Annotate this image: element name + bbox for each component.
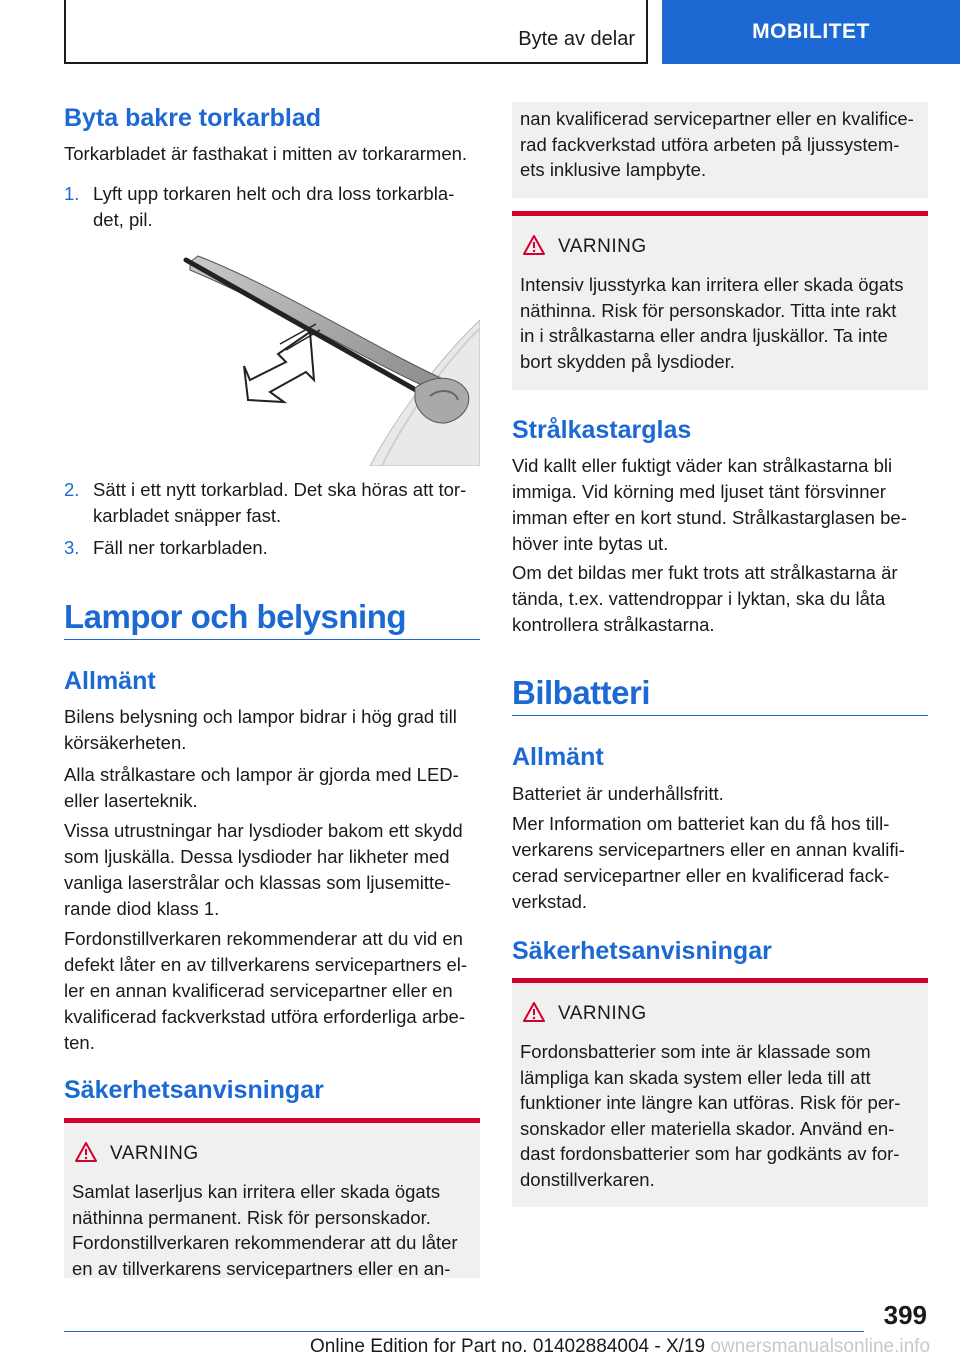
warning-triangle-icon — [74, 1141, 98, 1163]
battery-general-heading: Allmänt — [512, 743, 604, 771]
chapter-rule — [64, 639, 480, 640]
wiper-blade-illustration — [160, 248, 480, 466]
warning-box — [64, 1118, 480, 1278]
warning-text: Fordonsbatterier som inte är klassade som lämpliga kan skada system eller leda till att funktioner inte längre kan utföras. Risk för per- sonskador eller materiella skador. Använd en- dast fordonsbatterier som har godkänts av for- donstillverkaren. — [520, 1041, 901, 1190]
wiper-heading: Byta bakre torkarblad — [64, 104, 322, 132]
warning-triangle-icon — [522, 1001, 546, 1023]
warning-label: VARNING — [558, 1003, 647, 1024]
warning-text: Samlat laserljus kan irritera eller skada ögats näthinna permanent. Risk för personskador. Fordonstillverkaren rekommenderar att du låter en av tillverkarens servicepartners eller en an- — [72, 1181, 458, 1279]
step-text: Lyft upp torkaren helt och dra loss torkarbla- det, pil. — [93, 183, 455, 230]
step-text: Fäll ner torkarbladen. — [93, 537, 268, 558]
paragraph: Batteriet är underhållsfritt. — [512, 783, 724, 804]
step-number: 3. — [64, 537, 80, 558]
paragraph: Vid kallt eller fuktigt väder kan strålkastarna bli immiga. Vid körning med ljuset tänt försvinner imman efter en kort stund. Strålkastarglasen be- höver inte bytas ut. — [512, 455, 907, 554]
warning-label: VARNING — [558, 236, 647, 257]
footer-edition — [310, 1336, 930, 1358]
step-text: Sätt i ett nytt torkarblad. Det ska höras att tor- karbladet snäpper fast. — [93, 479, 467, 526]
step-number: 1. — [64, 183, 80, 204]
footer-rule — [64, 1331, 864, 1332]
warning-text: nan kvalificerad servicepartner eller en kvalifice- rad fackverkstad utföra arbeten på ljussystem- ets inklusive lampbyte. — [520, 108, 914, 180]
step-number: 2. — [64, 479, 80, 500]
edition-text: Online Edition for Part no. 01402884004 - X/19 — [310, 1336, 706, 1357]
wiper-intro: Torkarbladet är fasthakat i mitten av torkararmen. — [64, 143, 468, 164]
chapter-rule — [512, 715, 928, 716]
section-title: Byte av delar — [518, 28, 635, 50]
warning-label: VARNING — [110, 1143, 199, 1164]
warning-text: Intensiv ljusstyrka kan irritera eller skada ögats näthinna. Risk för personskador. Titta inte rakt in i strålkastarna eller andra ljuskällor. Ta inte bort skydden på lysdioder. — [520, 274, 904, 372]
warning-continuation — [512, 102, 928, 198]
warning-triangle-icon — [522, 234, 546, 256]
arrow-icon — [244, 324, 320, 402]
safety-heading: Säkerhetsanvisningar — [64, 1076, 324, 1104]
warning-box — [512, 978, 928, 1207]
warning-box — [512, 211, 928, 390]
general-heading: Allmänt — [64, 667, 156, 695]
paragraph: Mer Information om batteriet kan du få hos till- verkarens servicepartners eller en annan kvalifi- cerad servicepartner eller en kvalificerad fack- verkstad. — [512, 813, 905, 912]
paragraph: Om det bildas mer fukt trots att strålkastarna är tända, t.ex. vattendroppar i lyktan, ska du låta kontrollera strålkastarna. — [512, 562, 898, 635]
paragraph: Fordonstillverkaren rekommenderar att du vid en defekt låter en av tillverkarens servicepartners el- ler en annan kvalificerad servicepartner eller en kvalificerad fackverkstad utföra erforderliga arbe- ten. — [64, 928, 468, 1053]
lamps-chapter-heading: Lampor och belysning — [64, 598, 407, 635]
watermark-text: ownersmanualsonline.info — [710, 1336, 931, 1357]
chapter-tab[interactable]: MOBILITET — [662, 0, 960, 64]
paragraph: Alla strålkastare och lampor är gjorda med LED- eller laserteknik. — [64, 764, 459, 811]
safety-heading: Säkerhetsanvisningar — [512, 937, 772, 965]
paragraph: Bilens belysning och lampor bidrar i hög grad till körsäkerheten. — [64, 706, 457, 753]
page-number: 399 — [883, 1300, 927, 1330]
paragraph: Vissa utrustningar har lysdioder bakom ett skydd som ljuskälla. Dessa lysdioder har likheter med vanliga laserstrålar och klassas som ljusemitte- rande diod klass 1. — [64, 820, 463, 919]
headlight-glass-heading: Strålkastarglas — [512, 416, 692, 444]
battery-chapter-heading: Bilbatteri — [512, 674, 651, 711]
